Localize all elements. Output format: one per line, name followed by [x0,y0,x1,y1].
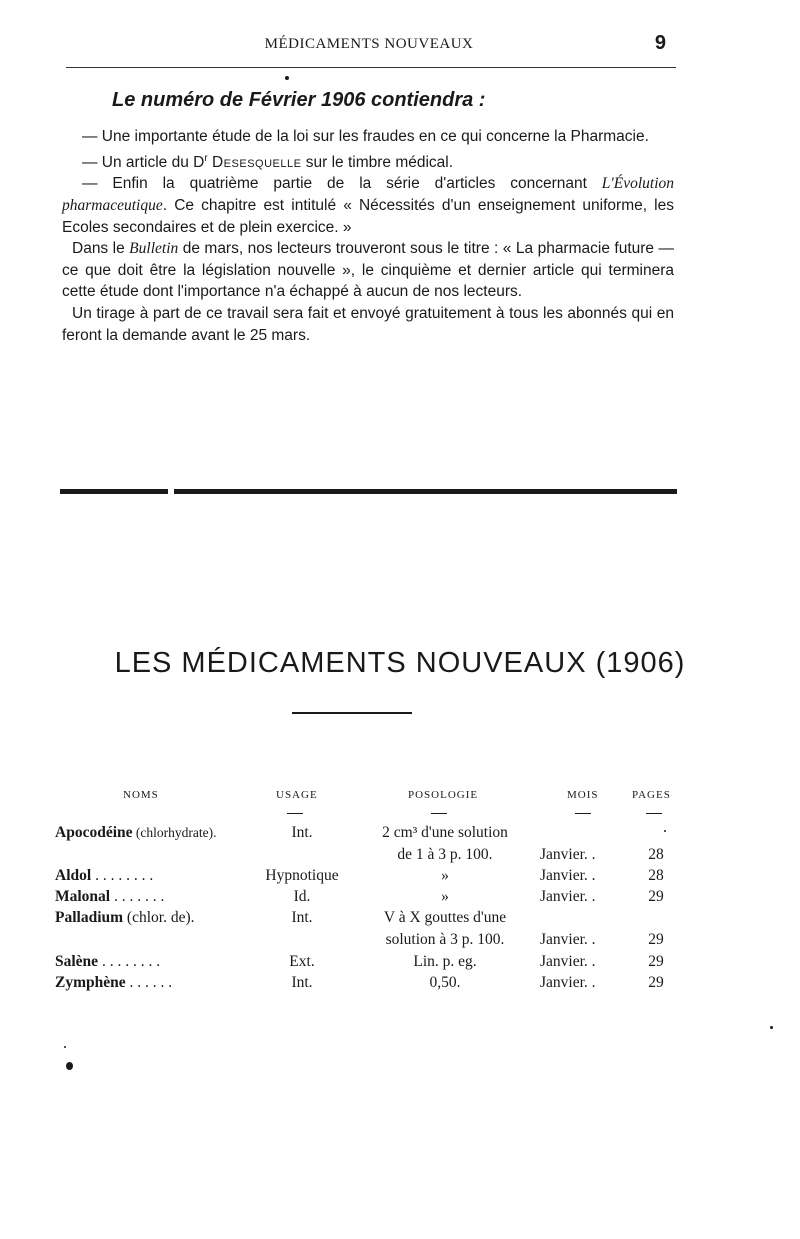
para1-prefix: Dans le [72,240,130,258]
drug-detail: . . . . . . [125,974,173,991]
ink-speck [66,1062,73,1070]
table-row-name [55,974,172,992]
dash-usage [287,813,303,814]
drug-detail: . . . . . . . [110,888,165,905]
table-row-posologie: de 1 à 3 p. 100. [397,846,493,863]
table-row-name [55,867,153,885]
table-row-mois: Janvier. . [540,953,596,970]
section-title: LES MÉDICAMENTS NOUVEAUX (1906) [114,647,686,679]
table-row-usage: Hypnotique [265,867,339,884]
header-noms: NOMS [123,789,159,801]
item3-suffix: . Ce chapitre est intitulé « Nécessités d'un enseignement uniforme, les Ecoles secondaires et de plein exercice. » [62,196,674,236]
item3-prefix: — Enfin la quatrième partie de la série d'articles concernant [82,175,602,193]
ink-speck [664,830,666,832]
table-row-mois: Janvier. . [540,867,596,884]
table-row-name [55,909,195,927]
item2-suffix: sur le timbre médical. [301,153,454,171]
table-row-page: 29 [648,974,664,991]
table-row-posologie: » [441,867,449,884]
drug-name: Malonal [55,888,111,905]
table-row-page: 29 [648,931,664,948]
table-row-posologie: 2 cm³ d'une solution [382,824,508,841]
table-row-page: 29 [648,888,664,905]
para1-suffix: de mars, nos lecteurs trouveront sous le titre : « La pharmacie future — ce que doit être la législation nouvelle », le cinquième et dernier article qui terminera cette étude dont l'importance n'a échappé à aucun de nos lecteurs. [62,240,674,301]
ink-speck [64,1046,66,1048]
announcement-title: Le numéro de Février 1906 contiendra : [112,89,486,111]
table-row-posologie: V à X gouttes d'une [383,909,507,926]
drug-name: Zymphène [55,974,126,991]
drug-name: Apocodéine [55,824,133,841]
drug-name: Salène [55,953,99,970]
table-row-name [55,953,160,971]
table-row-mois: Janvier. . [540,931,596,948]
drug-detail: (chlor. de). [123,909,195,926]
drug-detail: (chlorhydrate). [132,825,217,840]
announcement-paragraph-2: Un tirage à part de ce travail sera fait et envoyé gratuitement à tous les abonnés qui en feront la demande avant le 25 mars. [62,304,674,344]
ink-speck [770,1026,773,1029]
table-row-posologie: solution à 3 p. 100. [385,931,505,948]
table-row-name [55,888,164,906]
item3-italic-title: L'Évolution pharmaceutique [62,175,674,214]
announcement-item-1: — Une importante étude de la loi sur les fraudes en ce qui concerne la Pharmacie. [82,128,649,145]
dash-pages [646,813,662,814]
table-row-mois: Janvier. . [540,846,596,863]
table-row-posologie: » [441,888,449,905]
table-row-name [55,824,216,842]
para1-italic: Bulletin [129,240,179,258]
dash-mois [575,813,591,814]
drug-detail: . . . . . . . . [91,867,154,884]
table-row-usage: Int. [291,909,313,926]
table-row-usage: Ext. [289,953,315,970]
header-posologie: POSOLOGIE [408,789,479,801]
header-usage: USAGE [276,789,318,801]
table-row-page: 28 [648,846,664,863]
table-row-usage: Id. [293,888,311,905]
author-name: Desesquelle [211,153,302,171]
header-mois: MOIS [567,789,599,801]
table-row-usage: Int. [291,824,313,841]
item2-prefix: — Un article du D [82,153,205,171]
table-row-posologie: 0,50. [429,974,461,991]
table-row-mois: Janvier. . [540,974,596,991]
dash-posologie [431,813,447,814]
drug-detail: . . . . . . . . [98,953,161,970]
page-number: 9 [654,32,666,54]
table-row-page: 29 [648,953,664,970]
table-row-mois: Janvier. . [540,888,596,905]
table-row-page: 28 [648,867,664,884]
header-pages: PAGES [632,789,671,801]
table-row-posologie: Lin. p. eg. [413,953,477,970]
running-title: MÉDICAMENTS NOUVEAUX [264,36,474,52]
item2-superscript: r [204,152,208,164]
table-row-usage: Int. [291,974,313,991]
drug-name: Palladium [55,909,124,926]
drug-name: Aldol [55,867,92,884]
